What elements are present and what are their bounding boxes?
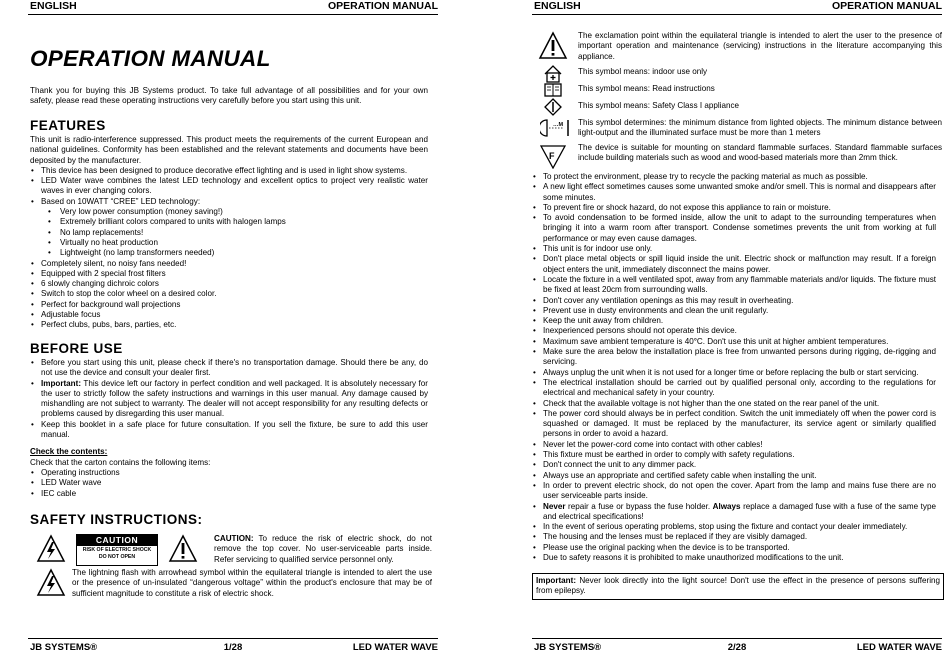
list-item: • Based on 10WATT “CREE” LED technology: xyxy=(30,197,428,207)
caution-box-line1: RISK OF ELECTRIC SHOCK xyxy=(82,547,152,553)
list-item: • Keep this booklet in a safe place for future consultation. If you sell the fixture, be sure to add this user manual. xyxy=(30,420,428,441)
footer-page-number: 2/28 xyxy=(727,642,747,653)
list-item: • The housing and the lenses must be replaced if they are visibly damaged. xyxy=(532,532,936,542)
symbol-text: The device is suitable for mounting on standard flammable surfaces. Standard flammable surfaces include building materials such as wood and wood-based materials more than 2mm thick. xyxy=(578,143,942,163)
list-item: • This unit is for indoor use only. xyxy=(532,244,936,254)
features-section xyxy=(30,135,428,331)
list-item: • Important: This device left our factory in perfect condition and well packaged. It is absolutely necessary for the user to strictly follow the safety instructions and warnings in this user manual. Any damage caused by mishandling are not subject to warranty. The dealer will not accept responsibility for any resulting defects or problems caused by disregarding this user manual. xyxy=(30,379,428,420)
list-item: • Don't connect the unit to any dimmer pack. xyxy=(532,460,936,470)
exclamation-triangle-icon xyxy=(538,31,568,61)
list-item: • Virtually no heat production xyxy=(30,238,428,248)
symbol-text: This symbol means: indoor use only xyxy=(578,67,708,76)
symbol-text: This symbol means: Safety Class I appliance xyxy=(578,101,740,110)
list-item: • Don't cover any ventilation openings as this may result in overheating. xyxy=(532,296,936,306)
list-item: • Inexperienced persons should not operate this device. xyxy=(532,326,936,336)
before-use-section xyxy=(30,358,428,499)
important-note-box: Important: Never look directly into the light source! Don't use the effect in the presence of persons suffering from epilepsy. xyxy=(532,573,944,600)
before-use-heading: BEFORE USE xyxy=(30,341,123,356)
caution-box-title: CAUTION xyxy=(77,535,157,546)
page-footer xyxy=(28,638,438,653)
contents-heading: Check the contents: xyxy=(30,447,108,457)
symbol-row xyxy=(532,118,942,140)
header-language: ENGLISH xyxy=(534,0,581,12)
list-item: • Prevent use in dusty environments and clean the unit regularly. xyxy=(532,306,936,316)
read-instructions-icon xyxy=(544,82,562,98)
list-item: • Don't place metal objects or spill liquid inside the unit. Electric shock or malfunction may result. If a foreign object enters the unit, immediately disconnect the mains power. xyxy=(532,254,936,275)
exclamation-triangle-icon xyxy=(168,534,198,564)
list-item: • Equipped with 2 special frost filters xyxy=(30,269,428,279)
svg-text:F: F xyxy=(549,151,555,161)
features-heading: FEATURES xyxy=(30,118,106,133)
list-item: • Before you start using this unit, please check if there's no transportation damage. Should there be any, do not use the device and consult your dealer first. xyxy=(30,358,428,379)
list-item: • Check that the available voltage is not higher than the one stated on the rear panel of the unit. xyxy=(532,399,936,409)
list-item: • IEC cable xyxy=(30,489,428,499)
footer-product: LED WATER WAVE xyxy=(856,642,942,653)
indoor-use-icon xyxy=(544,65,562,83)
list-item: • Completely silent, no noisy fans needed! xyxy=(30,259,428,269)
list-item: • LED Water wave xyxy=(30,478,428,488)
list-item: • To protect the environment, please try to recycle the packing material as much as possible. xyxy=(532,172,936,182)
list-item: • Extremely brilliant colors compared to units with halogen lamps xyxy=(30,217,428,227)
page-header xyxy=(28,0,438,15)
caution-label-box xyxy=(76,534,158,566)
flammable-surface-icon xyxy=(540,145,566,169)
lightning-paragraph: The lightning flash with arrowhead symbol within the equilateral triangle is intended to alert the use or the presence of un-insulated “dangerous voltage” within the product's enclosure that may be of sufficient magnitude to constitute a risk of electric shock. xyxy=(72,568,432,598)
symbol-row xyxy=(532,31,942,63)
caution-box-line2: DO NOT OPEN xyxy=(98,554,136,560)
page-1 xyxy=(28,0,438,654)
list-item: • This fixture must be earthed in order to comply with safety regulations. xyxy=(532,450,936,460)
footer-brand: JB SYSTEMS® xyxy=(534,642,602,653)
list-item: • No lamp replacements! xyxy=(30,228,428,238)
list-item: • Due to safety reasons it is prohibited to make unauthorized modifications to the unit. xyxy=(532,553,936,563)
symbol-row xyxy=(532,67,942,83)
list-item: • In order to prevent electric shock, do not open the cover. Apart from the lamp and mains fuse there are no user serviceable parts inside. xyxy=(532,481,936,502)
symbol-text: This symbol determines: the minimum distance from lighted objects. The minimum distance between light-output and the illuminated surface must be more than 1 meters xyxy=(578,118,942,138)
list-item: • This device has been designed to produce decorative effect lighting and is used in light show systems. xyxy=(30,166,428,176)
symbol-row xyxy=(532,143,942,175)
features-intro: This unit is radio-interference suppressed. This product meets the requirements of the current European and national guidelines. Conformity has been established and the relevant statements and documents have been deposited by the manufacturer. xyxy=(30,135,428,165)
contents-intro: Check that the carton contains the following items: xyxy=(30,457,211,467)
footer-brand: JB SYSTEMS® xyxy=(30,642,98,653)
header-doc-title: OPERATION MANUAL xyxy=(327,0,438,12)
list-item: • In the event of serious operating problems, stop using the fixture and contact your dealer immediately. xyxy=(532,522,936,532)
list-item: • Locate the fixture in a well ventilated spot, away from any flammable materials and/or liquids. The fixture must be fixed at least 20cm from surrounding walls. xyxy=(532,275,936,296)
list-item: • To prevent fire or shock hazard, do not expose this appliance to rain or moisture. xyxy=(532,203,936,213)
symbol-row xyxy=(532,84,942,100)
list-item: • Always unplug the unit when it is not used for a longer time or before replacing the bulb or start servicing. xyxy=(532,368,936,378)
list-item: • Never repair a fuse or bypass the fuse holder. Always replace a damaged fuse with a fuse of the same type and electrical specifications! xyxy=(532,502,936,523)
important-label: Important: xyxy=(41,378,82,388)
list-item: • Adjustable focus xyxy=(30,310,428,320)
page-2 xyxy=(532,0,942,654)
list-item: • Switch to stop the color wheel on a desired color. xyxy=(30,289,428,299)
list-item: • Always use an appropriate and certified safety cable when installing the unit. xyxy=(532,471,936,481)
list-item: • 6 slowly changing dichroic colors xyxy=(30,279,428,289)
list-item: • Keep the unit away from children. xyxy=(532,316,936,326)
minimum-distance-icon xyxy=(540,118,572,138)
list-item: • Never let the power-cord come into contact with other cables! xyxy=(532,440,936,450)
page-header xyxy=(532,0,942,15)
page-footer xyxy=(532,638,942,653)
header-doc-title: OPERATION MANUAL xyxy=(831,0,942,12)
footer-page-number: 1/28 xyxy=(223,642,243,653)
lightning-triangle-icon xyxy=(36,534,66,564)
intro-paragraph: Thank you for buying this JB Systems product. To take full advantage of all possibilities and for your own safety, please read these operating instructions very carefully before you start using this unit. xyxy=(30,86,428,106)
list-item: • LED Water wave combines the latest LED technology and excellent optics to project very realistic water waves in ever changing colors. xyxy=(30,176,428,197)
important-label: Important: xyxy=(536,576,577,585)
caution-paragraph: CAUTION: To reduce the risk of electric shock, do not remove the top cover. No user-serviceable parts inside. Refer servicing to qualified service personnel only. xyxy=(214,534,432,564)
list-item: • To avoid condensation to be formed inside, allow the unit to adapt to the surrounding temperatures when bringing it into a warm room after transport. Condense sometimes prevents the unit from working at full performance or may even cause damages. xyxy=(532,213,936,244)
symbol-text: The exclamation point within the equilateral triangle is intended to alert the user to the presence of important operation and maintenance (servicing) instructions in the literature accompanying this appliance. xyxy=(578,31,942,61)
list-item: • The power cord should always be in perfect condition. Switch the unit immediately off when the power cord is squashed or damaged. It must be replaced by the manufacturer, its service agent or similarly qualified persons in order to avoid a hazard. xyxy=(532,409,936,440)
safety-heading: SAFETY INSTRUCTIONS: xyxy=(30,512,203,527)
list-item: • The electrical installation should be carried out by qualified personal only, according to the regulations for electrical and mechanical safety in your country. xyxy=(532,378,936,399)
svg-text:…M: …M xyxy=(553,122,564,128)
page-title: OPERATION MANUAL xyxy=(30,46,271,71)
lightning-triangle-icon xyxy=(36,568,66,598)
header-language: ENGLISH xyxy=(30,0,77,12)
list-item: • Make sure the area below the installation place is free from unwanted persons during rigging, de-rigging and servicing. xyxy=(532,347,936,368)
class-one-icon xyxy=(544,98,562,116)
footer-product: LED WATER WAVE xyxy=(352,642,438,653)
caution-label: CAUTION: xyxy=(214,534,254,543)
safety-rules xyxy=(532,172,936,563)
list-item: • Very low power consumption (money saving!) xyxy=(30,207,428,217)
symbol-row xyxy=(532,101,942,117)
list-item: • A new light effect sometimes causes some unwanted smoke and/or smell. This is normal and disappears after some minutes. xyxy=(532,182,936,203)
list-item: • Perfect for background wall projections xyxy=(30,300,428,310)
symbol-text: This symbol means: Read instructions xyxy=(578,84,715,93)
list-item: • Maximum save ambient temperature is 40°C. Don't use this unit at higher ambient temperatures. xyxy=(532,337,936,347)
list-item: • Perfect clubs, pubs, bars, parties, etc. xyxy=(30,320,428,330)
list-item: • Operating instructions xyxy=(30,468,428,478)
list-item: • Please use the original packing when the device is to be transported. xyxy=(532,543,936,553)
list-item: • Lightweight (no lamp transformers needed) xyxy=(30,248,428,258)
